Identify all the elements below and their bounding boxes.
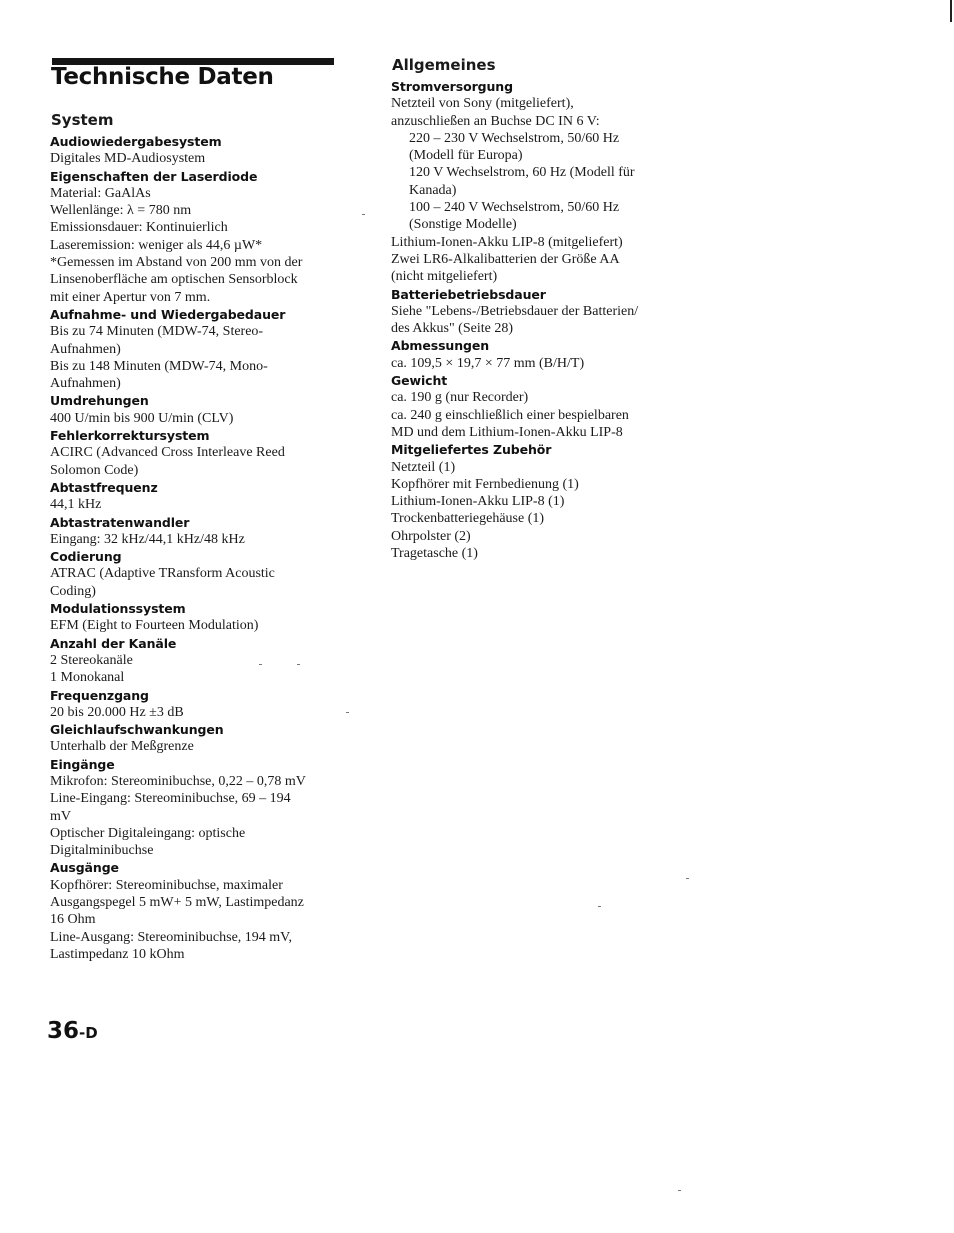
spec-line: Digitalminibuchse [50, 843, 154, 859]
spec-line: (nicht mitgeliefert) [391, 269, 498, 285]
spec-line: Eingang: 32 kHz/44,1 kHz/48 kHz [50, 531, 245, 547]
spec-heading: Fehlerkorrektursystem [50, 428, 210, 444]
spec-line: 2 Stereokanäle [50, 652, 133, 668]
spec-line: Line-Ausgang: Stereominibuchse, 194 mV, [50, 929, 292, 945]
system-column [50, 111, 350, 963]
spec-line: *Gemessen im Abstand von 200 mm von der [50, 255, 303, 271]
spec-heading: Eingänge [50, 756, 115, 772]
spec-heading: Abtastratenwandler [50, 514, 190, 530]
spec-line: Bis zu 148 Minuten (MDW-74, Mono- [50, 358, 268, 374]
spec-line: Siehe "Lebens-/Betriebsdauer der Batterien/ [391, 303, 639, 319]
spec-heading: Codierung [50, 549, 122, 565]
spec-line: Linsenoberfläche am optischen Sensorblock [50, 272, 298, 288]
spec-line: Kanada) [409, 182, 457, 198]
section-title-general: Allgemeines [392, 56, 496, 74]
spec-line: Wellenlänge: λ = 780 nm [50, 203, 192, 219]
spec-heading: Abtastfrequenz [50, 479, 158, 495]
spec-line: 16 Ohm [50, 912, 96, 928]
spec-line: ATRAC (Adaptive TRansform Acoustic [50, 566, 275, 582]
spec-line: Trockenbatteriegehäuse (1) [391, 511, 545, 527]
spec-line: mV [50, 808, 71, 824]
spec-line: ca. 109,5 × 19,7 × 77 mm (B/H/T) [391, 355, 585, 371]
scan-speck [346, 712, 349, 713]
spec-line: 1 Monokanal [50, 670, 125, 686]
spec-heading: Modulationssystem [50, 601, 186, 617]
spec-line: 20 bis 20.000 Hz ±3 dB [50, 704, 184, 720]
scan-speck [362, 214, 365, 215]
spec-heading: Eigenschaften der Laserdiode [50, 168, 258, 184]
spec-line: Aufnahmen) [50, 376, 121, 392]
spec-line: EFM (Eight to Fourteen Modulation) [50, 618, 259, 634]
spec-heading: Frequenzgang [50, 687, 149, 703]
spec-line: Mikrofon: Stereominibuchse, 0,22 – 0,78 mV [50, 773, 306, 789]
page-title: Technische Daten [51, 64, 274, 90]
scan-speck [297, 664, 300, 665]
spec-line: (Sonstige Modelle) [409, 217, 517, 233]
spec-line: Tragetasche (1) [391, 546, 478, 562]
spec-heading: Ausgänge [50, 860, 119, 876]
general-column [391, 56, 691, 562]
spec-line: Aufnahmen) [50, 341, 121, 357]
spec-heading: Batteriebetriebsdauer [391, 286, 546, 302]
scan-speck [259, 664, 262, 665]
spec-line: Netzteil von Sony (mitgeliefert), [391, 96, 574, 112]
spec-line: des Akkus" (Seite 28) [391, 321, 513, 337]
spec-line: Ausgangspegel 5 mW+ 5 mW, Lastimpedanz [50, 895, 304, 911]
scan-speck [598, 906, 601, 907]
spec-line: 220 – 230 V Wechselstrom, 50/60 Hz [409, 130, 620, 146]
spec-line: ca. 190 g (nur Recorder) [391, 390, 529, 406]
spec-line: Lithium-Ionen-Akku LIP-8 (mitgeliefert) [391, 234, 623, 250]
spec-heading: Aufnahme- und Wiedergabedauer [50, 306, 286, 322]
spec-line: Netzteil (1) [391, 459, 456, 475]
spec-line: 120 V Wechselstrom, 60 Hz (Modell für [409, 165, 635, 181]
spec-line: ca. 240 g einschließlich einer bespielbaren [391, 407, 629, 423]
spec-line: Zwei LR6-Alkalibatterien der Größe AA [391, 251, 620, 267]
page-number-suffix: -D [79, 1024, 98, 1042]
spec-line: Bis zu 74 Minuten (MDW-74, Stereo- [50, 324, 264, 340]
page-edge-mark [950, 0, 952, 22]
spec-line: Kopfhörer: Stereominibuchse, maximaler [50, 877, 283, 893]
spec-heading: Gleichlaufschwankungen [50, 722, 224, 738]
spec-line: Laseremission: weniger als 44,6 µW* [50, 237, 263, 253]
spec-heading: Anzahl der Kanäle [50, 635, 177, 651]
spec-line: Digitales MD-Audiosystem [50, 151, 206, 167]
spec-line: Coding) [50, 583, 96, 599]
spec-line: 44,1 kHz [50, 497, 102, 513]
spec-line: mit einer Apertur von 7 mm. [50, 289, 211, 305]
spec-line: Emissionsdauer: Kontinuierlich [50, 220, 228, 236]
spec-line: (Modell für Europa) [409, 148, 523, 164]
spec-line: MD und dem Lithium-Ionen-Akku LIP-8 [391, 424, 623, 440]
spec-heading: Stromversorgung [391, 79, 513, 94]
general-spec-list [391, 78, 691, 562]
spec-heading: Abmessungen [391, 338, 490, 354]
spec-line: Kopfhörer mit Fernbedienung (1) [391, 476, 579, 492]
spec-heading: Gewicht [391, 373, 448, 389]
spec-line: Lastimpedanz 10 kOhm [50, 946, 185, 962]
spec-line: anzuschließen an Buchse DC IN 6 V: [391, 113, 600, 129]
spec-line: 400 U/min bis 900 U/min (CLV) [50, 410, 234, 426]
page-number-value: 36 [47, 1018, 80, 1044]
spec-line: Line-Eingang: Stereominibuchse, 69 – 194 [50, 791, 291, 807]
spec-line: Ohrpolster (2) [391, 528, 471, 544]
spec-heading: Umdrehungen [50, 393, 149, 409]
spec-line: Material: GaAlAs [50, 185, 151, 201]
spec-line: Lithium-Ionen-Akku LIP-8 (1) [391, 494, 565, 510]
page-number [47, 1018, 98, 1044]
spec-line: Solomon Code) [50, 462, 139, 478]
spec-line: ACIRC (Advanced Cross Interleave Reed [50, 445, 285, 461]
spec-line: 100 – 240 V Wechselstrom, 50/60 Hz [409, 200, 620, 216]
scan-speck [678, 1190, 681, 1191]
spec-line: Optischer Digitaleingang: optische [50, 825, 246, 841]
spec-heading: Audiowiedergabesystem [50, 134, 222, 149]
spec-heading: Mitgeliefertes Zubehör [391, 442, 552, 458]
system-spec-list [50, 133, 350, 963]
scan-speck [686, 878, 689, 879]
spec-line: Unterhalb der Meßgrenze [50, 739, 194, 755]
section-title-system: System [51, 111, 114, 129]
